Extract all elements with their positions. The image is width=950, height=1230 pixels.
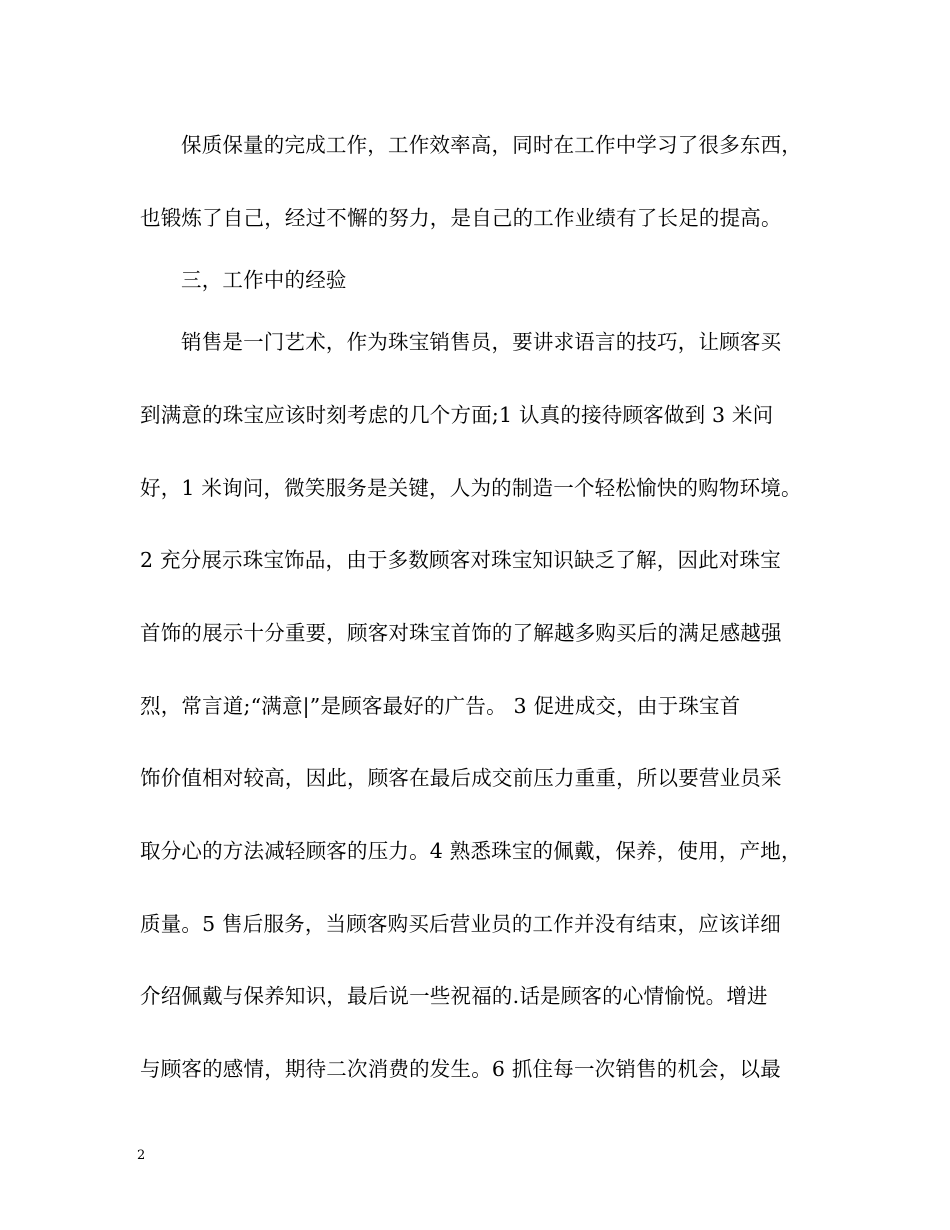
text-line-6: 好，1 米询问，微笑服务是关键，人为的制造一个轻松愉快的购物环境。 [140,476,802,500]
page-number: 2 [137,1148,146,1163]
text-line-7: 2 充分展示珠宝饰品，由于多数顾客对珠宝知识缺乏了解，因此对珠宝 [140,548,781,572]
text-line-8: 首饰的展示十分重要，顾客对珠宝首饰的了解越多购买后的满足感越强 [140,621,782,645]
text-line-1: 保质保量的完成工作，工作效率高，同时在工作中学习了很多东西， [181,133,802,157]
text-line-5: 到满意的珠宝应该时刻考虑的几个方面;1 认真的接待顾客做到 3 米问 [140,403,774,427]
text-line-4: 销售是一门艺术，作为珠宝销售员，要讲求语言的技巧，让顾客买 [181,330,782,354]
text-line-12: 质量。5 售后服务，当顾客购买后营业员的工作并没有结束，应该详细 [140,912,781,936]
text-line-14: 与顾客的感情，期待二次消费的发生。6 抓住每一次销售的机会，以最 [140,1057,781,1081]
section-heading: 三，工作中的经验 [181,268,347,292]
text-line-13: 介绍佩戴与保养知识，最后说一些祝福的.话是顾客的心情愉悦。增进 [140,984,768,1008]
text-line-9: 烈，常言道;“满意|”是顾客最好的广告。 3 促进成交，由于珠宝首 [140,694,741,718]
text-line-2: 也锻炼了自己，经过不懈的努力，是自己的工作业绩有了长足的提高。 [140,206,782,230]
text-line-10: 饰价值相对较高，因此，顾客在最后成交前压力重重，所以要营业员采 [140,766,782,790]
text-line-11: 取分心的方法减轻顾客的压力。4 熟悉珠宝的佩戴，保养，使用，产地， [140,839,802,863]
